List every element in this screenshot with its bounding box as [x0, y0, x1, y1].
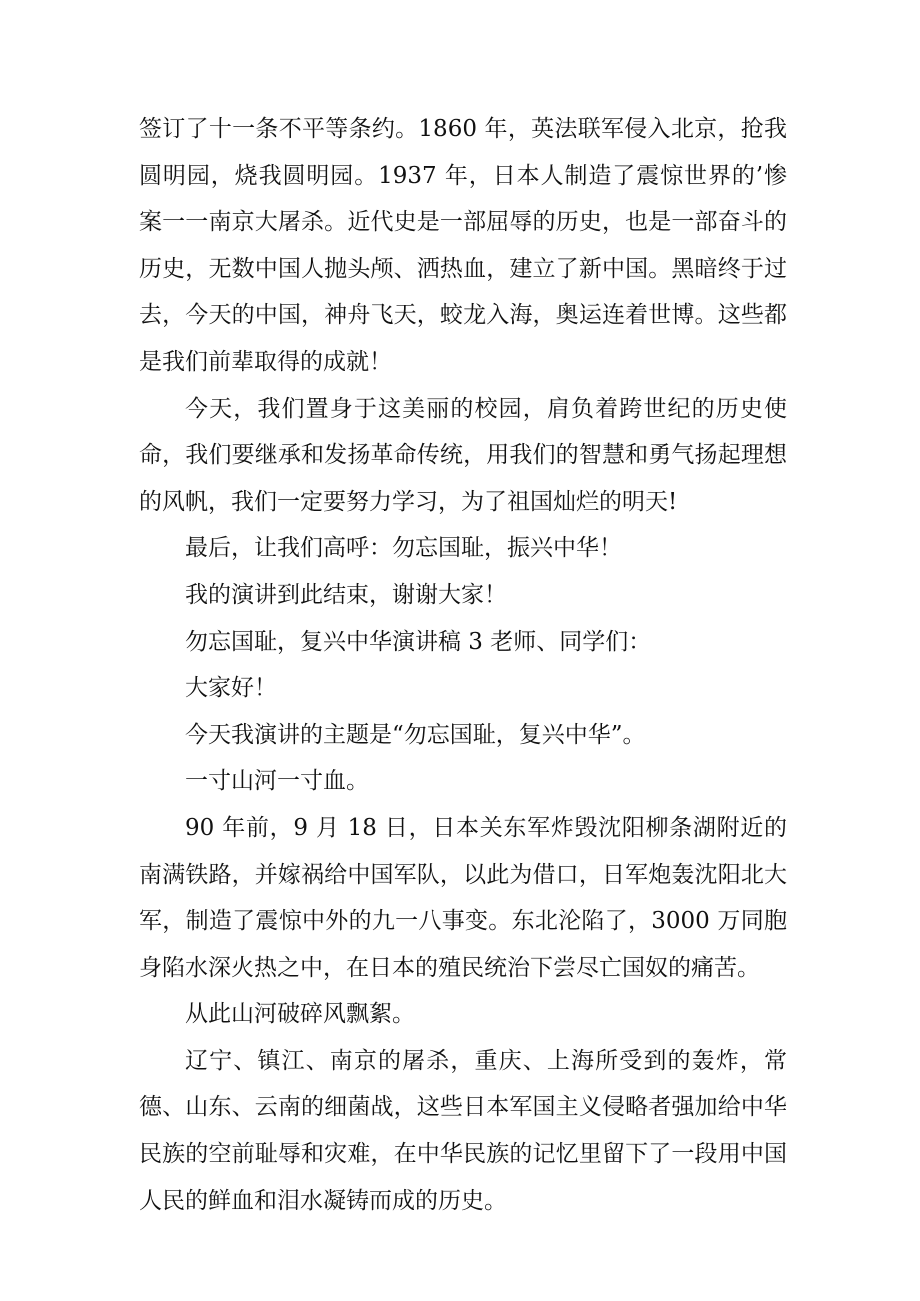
paragraph-2: 今天，我们置身于这美丽的校园，肩负着跨世纪的历史使命，我们要继承和发扬革命传统，用我们的智慧和勇气扬起理想的风帆，我们一定要努力学习，为了祖国灿烂的明天! — [139, 395, 787, 515]
paragraph-4: 我的演讲到此结束，谢谢大家！ — [185, 581, 507, 608]
paragraph-5: 勿忘国耻，复兴中华演讲稿 3 老师、同学们： — [185, 628, 652, 655]
document-body — [139, 106, 787, 1224]
paragraph-9: 90 年前，9 月 18 日，日本关东军炸毁沈阳柳条湖附近的南满铁路，并嫁祸给中国军队，以此为借口，日军炮轰沈阳北大军，制造了震惊中外的九一八事变。东北沦陷了，3000 万同胞身陷水深火热之中，在日本的殖民统治下尝尽亡国奴的痛苦。 — [139, 814, 787, 981]
paragraph-3: 最后，让我们高呼：勿忘国耻，振兴中华！ — [185, 535, 622, 562]
paragraph-7: 今天我演讲的主题是“勿忘国耻，复兴中华”。 — [185, 721, 646, 748]
paragraph-1: 签订了十一条不平等条约。1860 年，英法联军侵入北京，抢我圆明园，烧我圆明园。1937 年，日本人制造了震惊世界的’惨案一一南京大屠杀。近代史是一部屈辱的历史，也是一部奋斗的历史，无数中国人抛头颅、洒热血，建立了新中国。黑暗终于过去，今天的中国，神舟飞天，蛟龙入海，奥运连着世博。这些都是我们前辈取得的成就！ — [139, 116, 787, 375]
paragraph-10: 从此山河破碎风飘絮。 — [185, 1001, 415, 1028]
paragraph-6: 大家好！ — [185, 675, 277, 702]
paragraph-8: 一寸山河一寸血。 — [185, 768, 369, 795]
paragraph-11: 辽宁、镇江、南京的屠杀，重庆、上海所受到的轰炸，常德、山东、云南的细菌战，这些日本军国主义侵略者强加给中华民族的空前耻辱和灾难，在中华民族的记忆里留下了一段用中国人民的鲜血和泪水凝铸而成的历史。 — [139, 1047, 787, 1214]
